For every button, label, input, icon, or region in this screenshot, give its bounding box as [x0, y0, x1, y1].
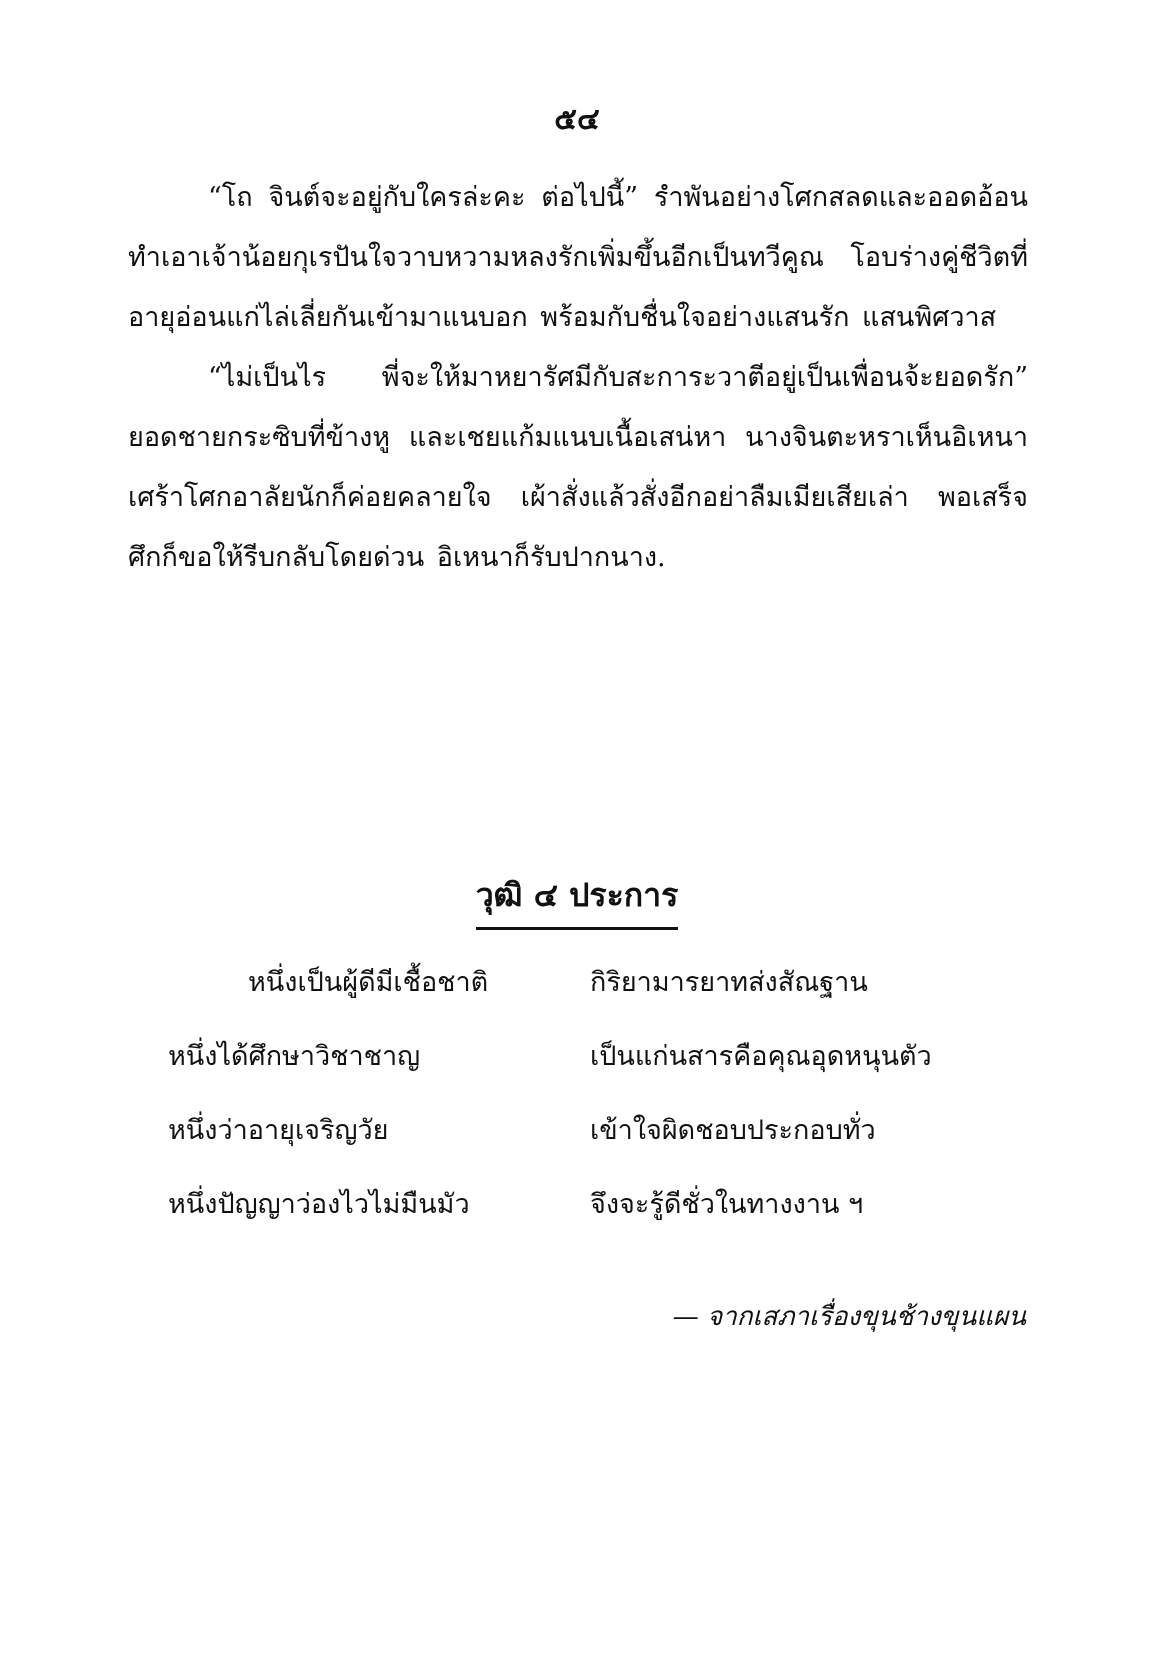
poem-title: วุฒิ ๔ ประการ — [476, 870, 679, 930]
page-number: ๕๔ — [554, 102, 600, 137]
poem-attribution: — จากเสภาเรื่องขุนช้างขุนแผน — [672, 1302, 1026, 1332]
poem-line-4-first: หนึ่งปัญญาว่องไวไม่มืนมัว — [168, 1189, 470, 1220]
story-text — [128, 168, 1028, 588]
poem-line-2-second: เป็นแก่นสารคือคุณอุดหนุนตัว — [590, 1041, 932, 1072]
paragraph-1: “โถ จินต์จะอยู่กับใครล่ะคะ ต่อไปนี้” รำพันอย่างโศกสลดและออดอ้อน ทำเอาเจ้าน้อยกุเรปันใจวาบหวามหลงรักเพิ่มขึ้นอีกเป็นทวีคูณ โอบร่างคู่ชีวิตที่อายุอ่อนแก่ไล่เลี่ยกันเข้ามาแนบอก พร้อมกับชื่นใจอย่างแสนรัก แสนพิศวาส — [128, 182, 1028, 333]
poem-title-container — [0, 870, 1154, 930]
poem-line-2-first: หนึ่งได้ศึกษาวิชาชาญ — [168, 1041, 421, 1072]
poem-line-3-second: เข้าใจผิดชอบประกอบทั่ว — [590, 1115, 876, 1146]
poem-line-4-second: จึงจะรู้ดีชั่วในทางงาน ฯ — [590, 1189, 864, 1220]
poem-line-1-second: กิริยามารยาทส่งสัณฐาน — [590, 967, 868, 998]
poem-line-1-first: หนึ่งเป็นผู้ดีมีเชื้อชาติ — [248, 967, 489, 998]
paragraph-2: “ไม่เป็นไร พี่จะให้มาหยารัศมีกับสะการะวาตีอยู่เป็นเพื่อนจ้ะยอดรัก” ยอดชายกระซิบที่ข้างหู และเชยแก้มแนบเนื้อเสน่หา นางจินตะหราเห็นอิเหนาเศร้าโศกอาลัยนักก็ค่อยคลายใจ เผ้าสั่งแล้วสั่งอีกอย่าลืมเมียเสียเล่า พอเสร็จศึกก็ขอให้รีบกลับโดยด่วน อิเหนาก็รับปากนาง. — [128, 362, 1028, 573]
poem-line-3-first: หนึ่งว่าอายุเจริญวัย — [168, 1115, 389, 1146]
